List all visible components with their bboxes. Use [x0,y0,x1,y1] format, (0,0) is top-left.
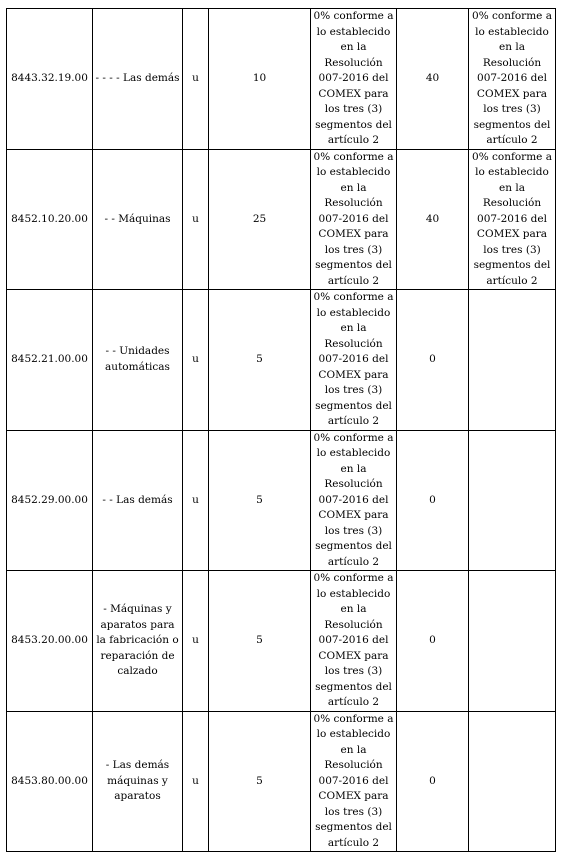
unit: u [183,711,209,852]
description: - - Las demás [93,430,183,571]
segment-note: 0% conforme a lo establecido en la Resolución 007-2016 del COMEX para los tres (3) segmentos del artículo 2 [311,149,397,290]
column-seven-value: 0% conforme a lo establecido en la Resolución 007-2016 del COMEX para los tres (3) segmentos del artículo 2 [469,149,556,290]
column-six-value: 40 [397,9,469,150]
tariff-code: 8452.10.20.00 [7,149,93,290]
column-six-value: 40 [397,149,469,290]
segment-note: 0% conforme a lo establecido en la Resolución 007-2016 del COMEX para los tres (3) segmentos del artículo 2 [311,711,397,852]
base-rate: 25 [209,149,311,290]
unit: u [183,290,209,431]
table-row [7,290,556,431]
tariff-code: 8453.20.00.00 [7,571,93,712]
segment-note: 0% conforme a lo establecido en la Resolución 007-2016 del COMEX para los tres (3) segmentos del artículo 2 [311,571,397,712]
segment-note: 0% conforme a lo establecido en la Resolución 007-2016 del COMEX para los tres (3) segmentos del artículo 2 [311,430,397,571]
column-seven-value: 0% conforme a lo establecido en la Resolución 007-2016 del COMEX para los tres (3) segmentos del artículo 2 [469,9,556,150]
tariff-code: 8452.29.00.00 [7,430,93,571]
base-rate: 5 [209,711,311,852]
base-rate: 5 [209,290,311,431]
unit: u [183,430,209,571]
table-row [7,149,556,290]
tariff-code: 8453.80.00.00 [7,711,93,852]
base-rate: 10 [209,9,311,150]
column-six-value: 0 [397,571,469,712]
segment-note: 0% conforme a lo establecido en la Resolución 007-2016 del COMEX para los tres (3) segmentos del artículo 2 [311,9,397,150]
unit: u [183,149,209,290]
table-row [7,711,556,852]
base-rate: 5 [209,571,311,712]
base-rate: 5 [209,430,311,571]
description: - - Máquinas [93,149,183,290]
description: - - - - Las demás [93,9,183,150]
column-seven-value [469,571,556,712]
column-six-value: 0 [397,290,469,431]
column-seven-value [469,711,556,852]
tariff-code: 8452.21.00.00 [7,290,93,431]
unit: u [183,571,209,712]
column-seven-value [469,290,556,431]
tariff-table [6,8,556,852]
column-six-value: 0 [397,430,469,571]
description: - Máquinas y aparatos para la fabricación o reparación de calzado [93,571,183,712]
column-six-value: 0 [397,711,469,852]
description: - - Unidades automáticas [93,290,183,431]
description: - Las demás máquinas y aparatos [93,711,183,852]
column-seven-value [469,430,556,571]
table-row [7,571,556,712]
segment-note: 0% conforme a lo establecido en la Resolución 007-2016 del COMEX para los tres (3) segmentos del artículo 2 [311,290,397,431]
table-row [7,9,556,150]
unit: u [183,9,209,150]
table-row [7,430,556,571]
tariff-code: 8443.32.19.00 [7,9,93,150]
